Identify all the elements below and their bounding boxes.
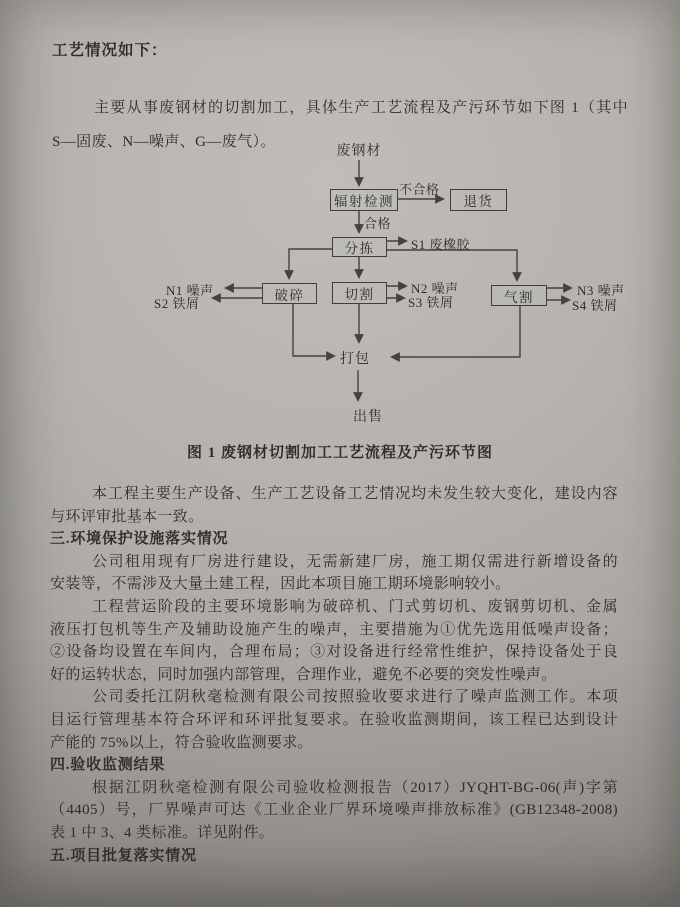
arrow-gascut-to-pack	[392, 306, 520, 357]
arrow-sort-to-gascut	[387, 250, 517, 280]
node-sell: 出售	[353, 410, 383, 425]
section-heading-4: 四.验收监测结果	[50, 757, 166, 774]
box-crushing: 破碎	[262, 283, 317, 304]
box-return-goods: 退货	[450, 189, 507, 211]
section-heading-3: 三.环境保护设施落实情况	[50, 531, 229, 548]
body-line: 目运行管理基本符合环评和环评批复要求。在验收监测期间，该工程已达到设计	[50, 711, 618, 728]
node-packing: 打包	[340, 352, 370, 367]
box-radiation-check: 辐射检测	[330, 189, 398, 211]
label-n3-noise: N3 噪声	[577, 283, 625, 298]
body-line: 表 1 中 3、4 类标准。详见附件。	[50, 824, 275, 841]
figure-caption: 图 1 废钢材切割加工工艺流程及产污环节图	[186, 445, 493, 461]
label-fail: 不合格	[399, 182, 440, 197]
text-line: 主要从事废钢材的切割加工，具体生产工艺流程及产污环节如下图 1（其中	[94, 100, 628, 116]
body-line: 产能的 75%以上，符合验收监测要求。	[50, 734, 313, 751]
document-body	[50, 483, 618, 867]
label-s4-iron-filings: S4 铁屑	[572, 298, 618, 313]
box-sorting: 分拣	[332, 237, 387, 257]
section-heading-5: 五.项目批复落实情况	[50, 847, 197, 864]
body-line: 液压打包机等生产及辅助设施产生的噪声，主要措施为①优先选用低噪声设备；	[50, 621, 618, 638]
label-n2-noise: N2 噪声	[411, 281, 459, 296]
label-n1-noise: N1 噪声	[166, 283, 214, 298]
label-s3-iron-filings: S3 铁屑	[408, 295, 454, 310]
body-line: 根据江阴秋毫检测有限公司验收检测报告（2017）JYQHT-BG-06(声)字第	[92, 779, 618, 796]
arrow-crush-to-pack	[293, 304, 334, 356]
box-cutting: 切割	[332, 282, 387, 304]
body-line: 好的运转状态，同时加强内部管理，合理作业，避免不必要的突发性噪声。	[50, 666, 557, 683]
section-heading-process: 工艺情况如下：	[52, 42, 168, 59]
body-line: （4405）号，厂界噪声可达《工业企业厂界环境噪声排放标准》(GB12348-2008)	[50, 802, 618, 819]
node-scrap-steel: 废钢材	[336, 144, 382, 159]
body-line: 本工程主要生产设备、生产工艺设备工艺情况均未发生较大变化，建设内容	[92, 486, 618, 502]
body-line: 工程营运阶段的主要环境影响为破碎机、门式剪切机、废钢剪切机、金属	[92, 598, 618, 615]
body-line: ②设备均设置在车间内，合理布局；③对设备进行经常性维护，保持设备处于良	[50, 644, 618, 661]
text-line: S—固废、N—噪声、G—废气）。	[52, 133, 276, 150]
label-pass: 合格	[364, 216, 392, 231]
body-line: 安装等，不需涉及大量土建工程，因此本项目施工期环境影响较小。	[50, 576, 511, 593]
body-line: 公司租用现有厂房进行建设，无需新建厂房，施工期仅需进行新增设备的	[92, 553, 618, 570]
label-s1-waste-rubber: S1 废橡胶	[411, 237, 470, 252]
label-s2-iron-filings: S2 铁屑	[154, 296, 200, 311]
arrow-sort-to-crush	[289, 249, 332, 278]
body-line: 公司委托江阴秋毫检测有限公司按照验收要求进行了噪声监测工作。本项	[92, 689, 618, 706]
box-gas-cutting: 气割	[491, 285, 547, 306]
body-line: 与环评审批基本一致。	[50, 508, 204, 525]
